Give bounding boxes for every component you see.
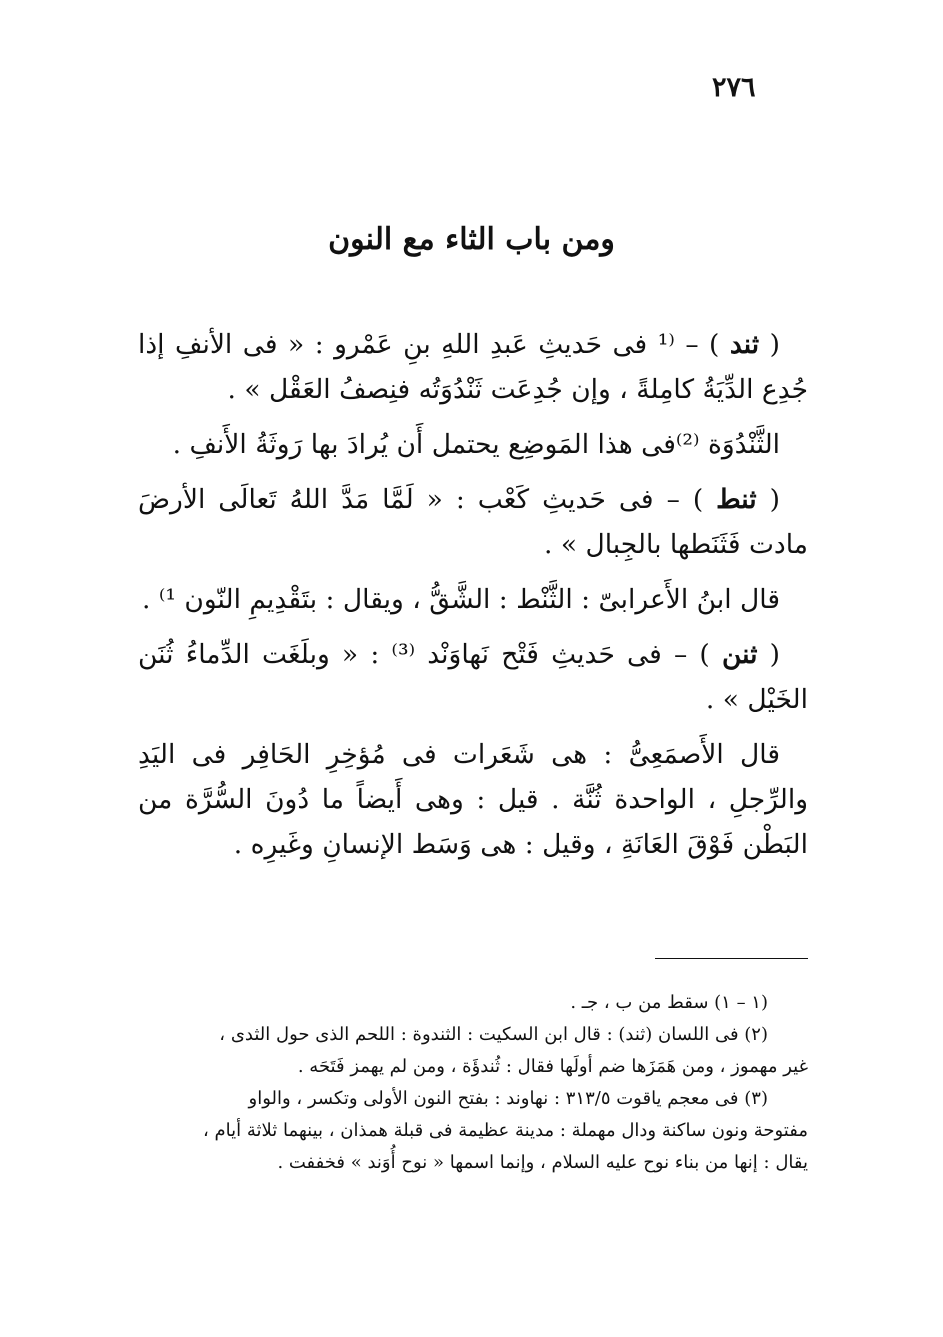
footnotes xyxy=(138,988,808,1180)
footnote-3-line-3: يقال : إنها من بناء نوح عليه السلام ، وإنما اسمها « نوح أُوَند » فخففت . xyxy=(277,1152,808,1173)
entry-open-paren: ( xyxy=(759,329,780,360)
entry-text: ) – فى حَديثِ فَتْح نَهاوَنْد ⁽³⁾ : « وبلَغَت الدِّماءُ ثُنَن الخَيْل » . xyxy=(138,639,808,715)
entry-headword: ثنن xyxy=(721,639,758,670)
footnote-3-line-1: (٣) فى معجم ياقوت ٣١٣/٥ : نهاوند : بفتح النون الأولى وتكسر ، والواو xyxy=(248,1088,768,1109)
main-text xyxy=(138,322,808,877)
footnote-3-line-2: مفتوحة ونون ساكنة ودال مهملة : مدينة عظيمة فى قبلة همذان ، بينهما ثلاثة أيام ، xyxy=(202,1120,808,1141)
entry-open-paren: ( xyxy=(757,639,781,670)
entry-headword: ثنط xyxy=(716,484,757,515)
commentary-ibn-arabi: قال ابنُ الأَعرابىّ : الثَّنْط : الشَّقُّ ، ويقال : بتَقْدِيمِ النّون ¹⁾ . xyxy=(142,584,780,615)
entry-text: ) – ⁽¹ فى حَديثِ عَبدِ اللهِ بنِ عَمْرو : « فى الأنفِ إذا جُدِع الدِّيَةُ كامِلةً ، وإن جُدِعَت ثَنْدُوَتُه فنِصفُ العَقْل » . xyxy=(138,329,808,405)
footnote-1: (١ – ١) سقط من ب ، جـ . xyxy=(570,992,768,1013)
page-number: ٢٧٦ xyxy=(712,72,756,103)
entry-headword: ثند xyxy=(729,329,760,360)
entry-thand xyxy=(138,322,808,412)
commentary-asmai: قال الأَصمَعِىُّ : هى شَعَرات فى مُؤخِرِ الحَافِر فى اليَدِ والرِّجلِ ، الواحدة ثُنَّة . قيل : وهى أَيضاً ما دُونَ السُّرَّة من البَطْن فَوْقَ العَانَةِ ، وقيل : هى وَسَط الإنسانِ وغَيرِه . xyxy=(138,739,808,860)
footnote-2-line-2: غير مهموز ، ومن هَمَزَها ضم أولَها فقال : ثُندؤَة ، ومن لم يهمز فَتَحَه . xyxy=(297,1056,808,1077)
footnote-2-line-1: (٢) فى اللسان (ثند) : قال ابن السكيت : الثندوة : اللحم الذى حول الثدى ، xyxy=(219,1024,768,1045)
commentary-thanduwa: الثَّنْدُوَة ⁽²⁾فى هذا المَوضِع يحتمل أَن يُرادَ بها رَوثَةُ الأَنفِ . xyxy=(172,429,780,460)
entry-text: ) – فى حَديثِ كَعْب : « لَمَّا مَدَّ اللهُ تَعالَى الأرضَ مادت فَثَنَطها بالجِبال » . xyxy=(138,484,808,560)
footnote-divider xyxy=(655,958,808,959)
entry-thanan xyxy=(138,632,808,722)
entry-open-paren: ( xyxy=(756,484,780,515)
entry-thanat xyxy=(138,477,808,567)
chapter-title: ومن باب الثاء مع النون xyxy=(328,222,615,257)
